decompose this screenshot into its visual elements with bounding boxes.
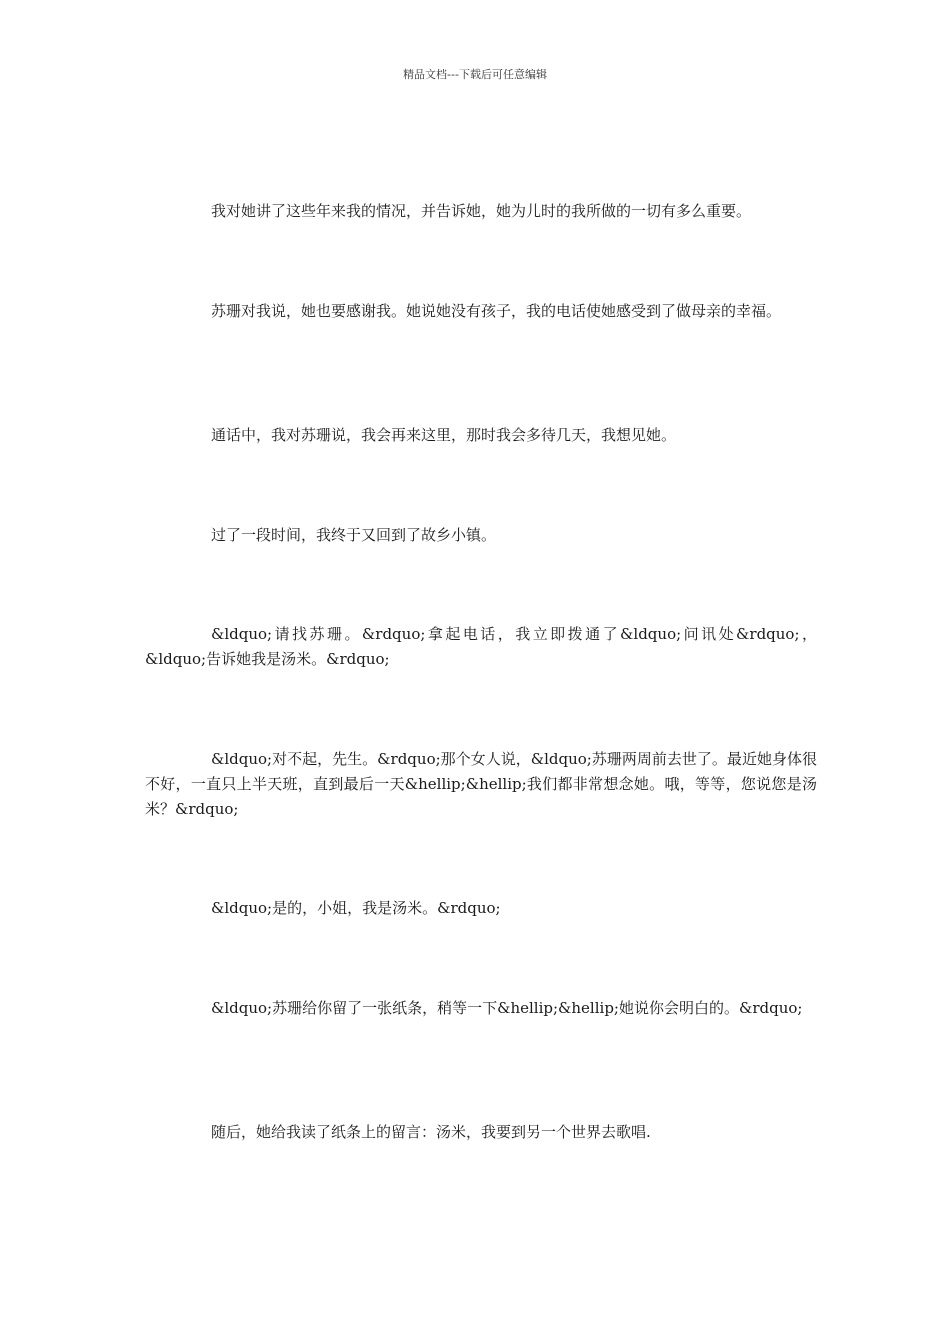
paragraph-3: 通话中，我对苏珊说，我会再来这里，那时我会多待几天，我想见她。 (211, 426, 677, 444)
paragraph-8: &ldquo;苏珊给你留了一张纸条，稍等一下&hellip;&hellip;她说你会明白的。&rdquo; (211, 999, 803, 1017)
page-header: 精品文档---下载后可任意编辑 (403, 68, 547, 81)
paragraph-5: &ldquo;请找苏珊。&rdquo;拿起电话，我立即拨通了&ldquo;问讯处&rdquo;，&ldquo;告诉她我是汤米。&rdquo; (145, 625, 817, 668)
paragraph-2: 苏珊对我说，她也要感谢我。她说她没有孩子，我的电话使她感受到了做母亲的幸福。 (211, 302, 782, 320)
paragraph-9: 随后，她给我读了纸条上的留言：汤米，我要到另一个世界去歌唱. (211, 1123, 651, 1141)
paragraph-7: &ldquo;是的，小姐，我是汤米。&rdquo; (211, 899, 501, 917)
paragraph-4: 过了一段时间，我终于又回到了故乡小镇。 (211, 526, 497, 544)
paragraph-6: &ldquo;对不起，先生。&rdquo;那个女人说，&ldquo;苏珊两周前去世了。最近她身体很不好，一直只上半天班，直到最后一天&hellip;&hellip;我们都非常想念她。哦，等等，您说您是汤米？&rdquo; (145, 750, 817, 818)
paragraph-1: 我对她讲了这些年来我的情况，并告诉她，她为儿时的我所做的一切有多么重要。 (211, 202, 752, 220)
